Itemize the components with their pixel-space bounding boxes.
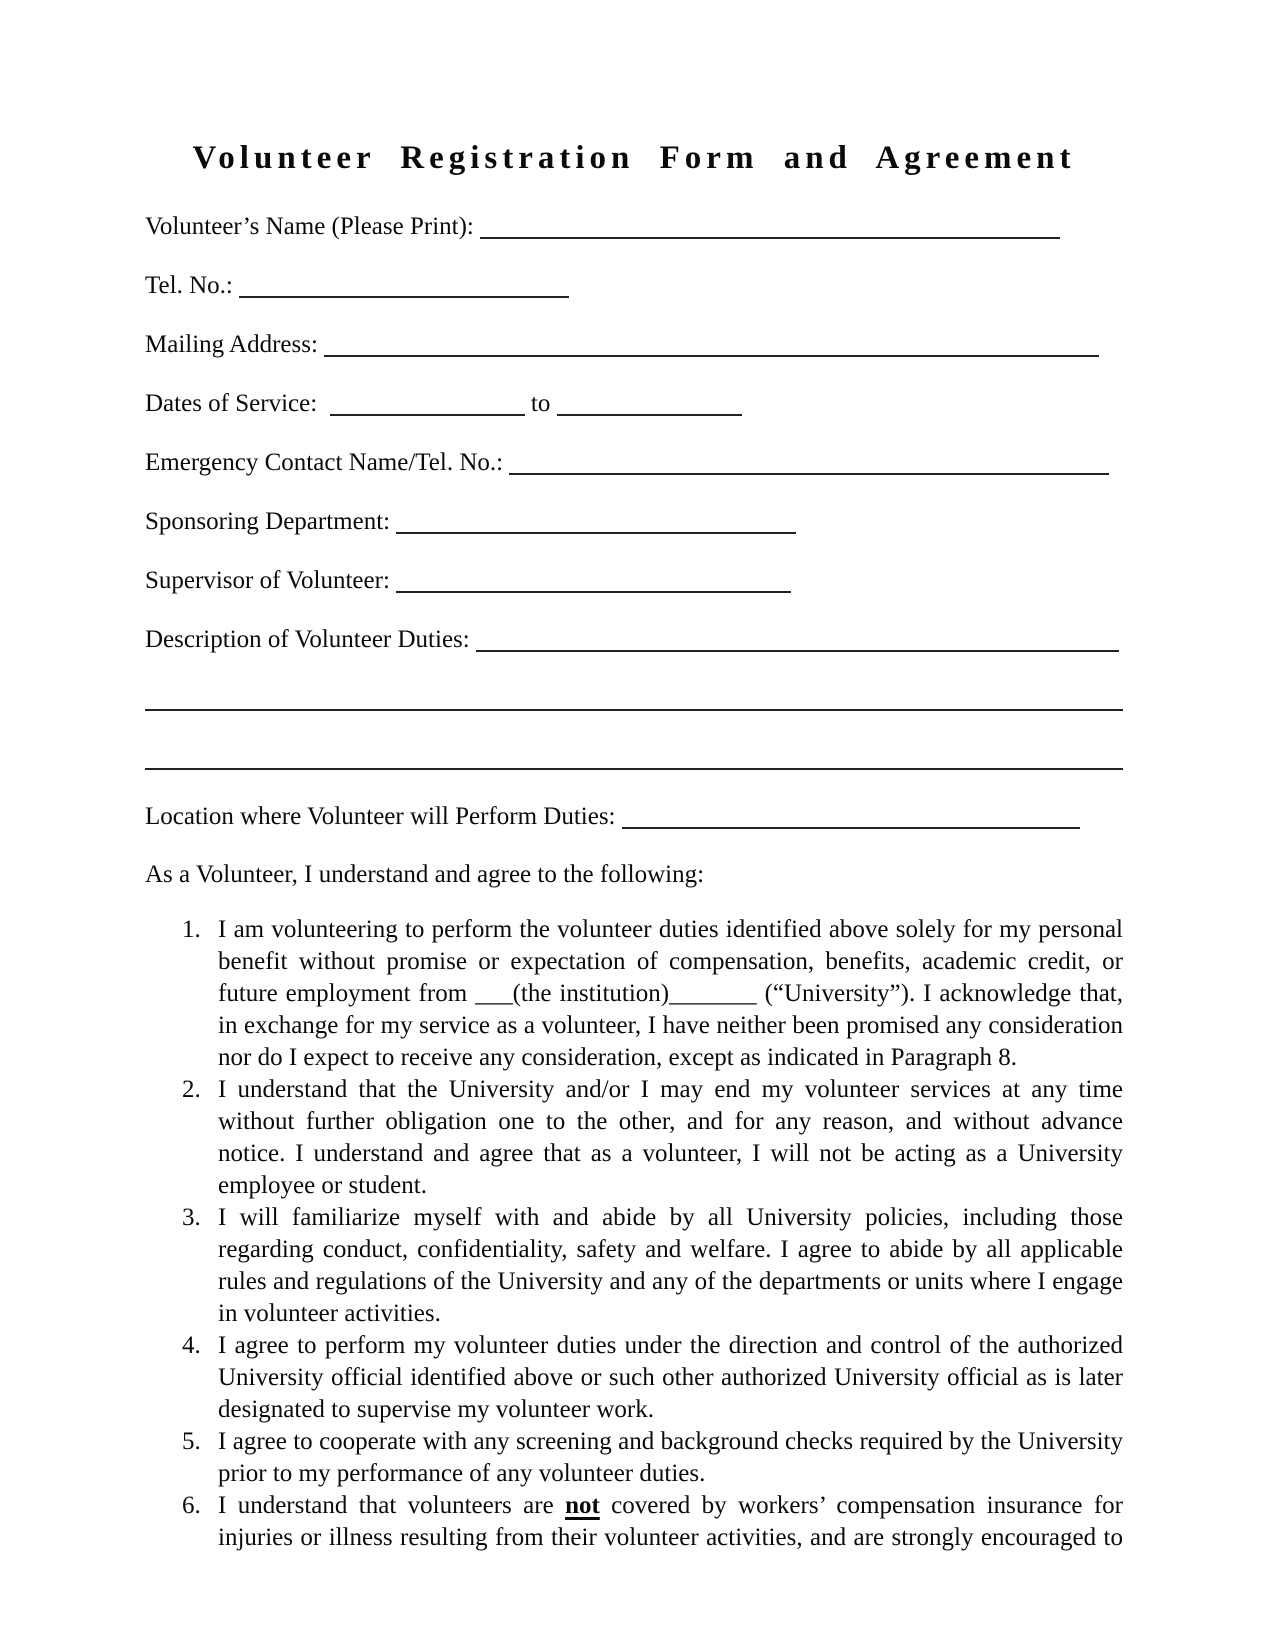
item-text: I am volunteering to perform the volunteer duties identified above solely for my personal benefit without promise or expectation of compensation, benefits, academic credit, or future employment from ___(the institution)_______ (“University”). I acknowledge that, in exchange for my service as a volunteer, I have neither been promised any consideration nor do I expect to receive any consideration, except as indicated in Paragraph 8. xyxy=(218,916,1123,1071)
dates-of-service-blank-2[interactable] xyxy=(557,388,742,416)
item-text: I will familiarize myself with and abide by all University policies, including those regarding conduct, confidentiality, safety and welfare. I agree to abide by all applicable rules and regulations of the University and any of the departments or units where I engage in volunteer activities. xyxy=(218,1204,1123,1327)
mailing-address-field xyxy=(145,329,1123,358)
item-number: 3. xyxy=(182,1204,201,1231)
emergency-contact-blank[interactable] xyxy=(509,447,1109,475)
item-number: 1. xyxy=(182,916,201,943)
volunteer-name-label: Volunteer’s Name (Please Print): xyxy=(145,213,481,240)
dates-of-service-field xyxy=(145,388,1123,417)
item-text: I understand that volunteers are not covered by workers’ compensation insurance for injuries or illness resulting from their volunteer activities, and are strongly encouraged to xyxy=(218,1492,1123,1551)
mailing-address-blank[interactable] xyxy=(324,329,1099,357)
description-of-duties-line-2-blank[interactable] xyxy=(145,683,1123,711)
tel-no-field xyxy=(145,270,1123,299)
duty-location-label: Location where Volunteer will Perform Duties: xyxy=(145,803,622,830)
sponsoring-department-blank[interactable] xyxy=(396,506,796,534)
dates-of-service-label: Dates of Service: xyxy=(145,390,330,417)
tel-no-label: Tel. No.: xyxy=(145,272,240,299)
tel-no-blank[interactable] xyxy=(239,270,569,298)
dates-of-service-label: to xyxy=(524,390,557,417)
sponsoring-department-field xyxy=(145,506,1123,535)
form-fields xyxy=(145,211,1123,830)
item-number: 5. xyxy=(182,1428,201,1455)
duty-location-field xyxy=(145,801,1123,830)
item-number: 4. xyxy=(182,1332,201,1359)
supervisor-of-volunteer-blank[interactable] xyxy=(396,565,791,593)
agreement-item-2 xyxy=(182,1074,1123,1202)
emergency-contact-label: Emergency Contact Name/Tel. No.: xyxy=(145,449,510,476)
item-number: 2. xyxy=(182,1076,201,1103)
agreement-item-4 xyxy=(182,1330,1123,1426)
supervisor-of-volunteer-field xyxy=(145,565,1123,594)
agreement-intro: As a Volunteer, I understand and agree to the following: xyxy=(145,861,705,888)
item-text: I agree to perform my volunteer duties under the direction and control of the authorized University official identified above or such other authorized University official as is later designated to supervise my volunteer work. xyxy=(218,1332,1123,1423)
duty-location-blank[interactable] xyxy=(622,801,1080,829)
supervisor-of-volunteer-label: Supervisor of Volunteer: xyxy=(145,567,397,594)
agreement-item-3 xyxy=(182,1202,1123,1330)
volunteer-name-blank[interactable] xyxy=(480,211,1060,239)
agreement-item-6 xyxy=(182,1490,1123,1554)
description-of-duties-label: Description of Volunteer Duties: xyxy=(145,626,476,653)
sponsoring-department-label: Sponsoring Department: xyxy=(145,508,397,535)
volunteer-name-field xyxy=(145,211,1123,240)
mailing-address-label: Mailing Address: xyxy=(145,331,325,358)
agreement-list xyxy=(145,914,1123,1554)
dates-of-service-blank[interactable] xyxy=(330,388,525,416)
emphasized-not-text: not xyxy=(565,1492,600,1519)
description-of-duties-line-3-field xyxy=(145,742,1123,771)
agreement-item-5 xyxy=(182,1426,1123,1490)
item-number: 6. xyxy=(182,1492,201,1519)
item-text: I understand that the University and/or I may end my volunteer services at any time without further obligation one to the other, and for any reason, and without advance notice. I understand and agree that as a volunteer, I will not be acting as a University employee or student. xyxy=(218,1076,1123,1199)
emergency-contact-field xyxy=(145,447,1123,476)
description-of-duties-line-3-blank[interactable] xyxy=(145,742,1123,770)
description-of-duties-line-2-field xyxy=(145,683,1123,712)
description-of-duties-blank[interactable] xyxy=(476,624,1119,652)
item-text: I agree to cooperate with any screening and background checks required by the University prior to my performance of any volunteer duties. xyxy=(218,1428,1123,1487)
agreement-item-1 xyxy=(182,914,1123,1074)
page-title: Volunteer Registration Form and Agreement xyxy=(192,140,1076,176)
description-of-duties-field xyxy=(145,624,1123,653)
